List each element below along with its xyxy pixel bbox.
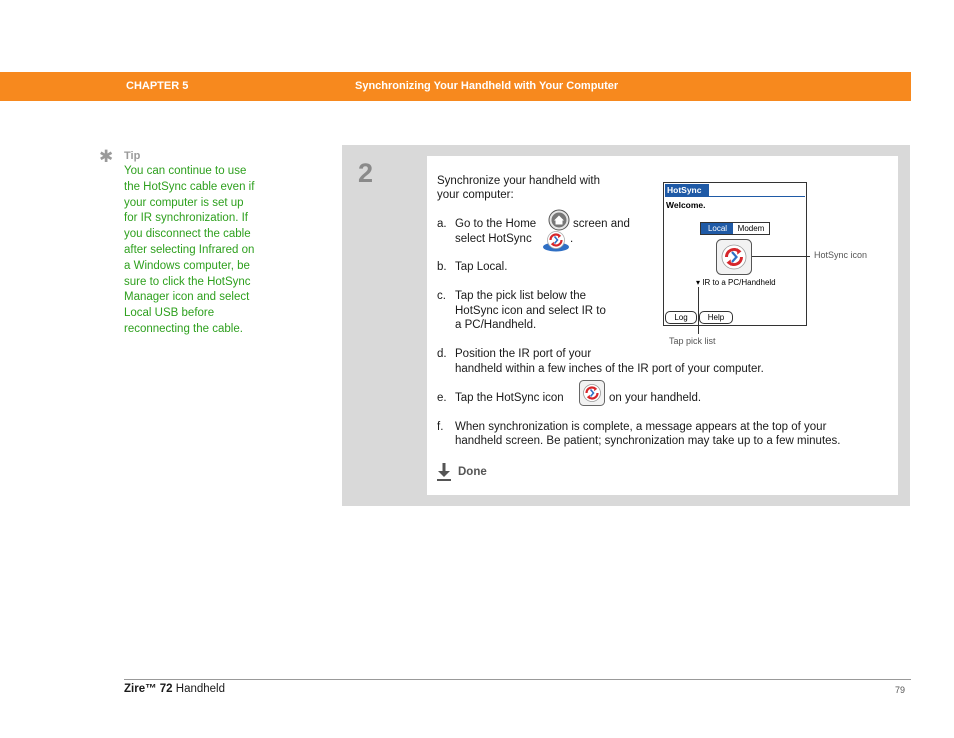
substep-letter: a. bbox=[437, 218, 447, 230]
substep-letter: d. bbox=[437, 348, 447, 360]
tip-label: Tip bbox=[124, 150, 141, 162]
done-arrow-icon bbox=[437, 463, 451, 481]
hotsync-screen-title: HotSync bbox=[665, 184, 709, 196]
step-number: 2 bbox=[358, 158, 374, 188]
substep-letter: b. bbox=[437, 261, 447, 273]
tip-line: you disconnect the cable bbox=[124, 228, 251, 241]
substep-a-text: . bbox=[570, 233, 574, 245]
step-intro-line: your computer: bbox=[437, 189, 514, 201]
substep-b-text: Tap Local. bbox=[455, 261, 508, 273]
substep-a-text: Go to the Home bbox=[455, 218, 537, 230]
tip-line: You can continue to use bbox=[124, 165, 247, 177]
asterisk-icon: ✱ bbox=[99, 147, 114, 166]
hotsync-icon[interactable] bbox=[716, 239, 752, 275]
chapter-header-bar bbox=[0, 72, 911, 101]
home-icon bbox=[548, 209, 570, 231]
substep-letter: c. bbox=[437, 290, 446, 302]
tip-line: Manager icon and select bbox=[124, 291, 250, 304]
substep-c-text: Tap the pick list below the bbox=[455, 290, 587, 302]
hotsync-icon bbox=[542, 230, 570, 252]
substep-e-text: Tap the HotSync icon bbox=[455, 392, 564, 404]
footer-product bbox=[124, 683, 225, 695]
substep-e-text: on your handheld. bbox=[609, 392, 702, 404]
substep-d-text: Position the IR port of your bbox=[455, 348, 592, 360]
tip-line: your computer is set up bbox=[124, 196, 244, 209]
substep-a-text: screen and bbox=[573, 218, 630, 230]
tip-text bbox=[124, 164, 274, 338]
page-number: 79 bbox=[895, 685, 906, 695]
modem-tab[interactable]: Modem bbox=[733, 222, 770, 235]
substep-letter: f. bbox=[437, 421, 444, 433]
connection-picklist[interactable] bbox=[696, 278, 776, 287]
picklist-value: IR to a PC/Handheld bbox=[702, 278, 776, 287]
substep-f-text: handheld screen. Be patient; synchronization may take up to a few minutes. bbox=[455, 435, 841, 447]
log-button[interactable]: Log bbox=[665, 311, 697, 324]
welcome-text: Welcome. bbox=[666, 200, 706, 210]
substep-f-text: When synchronization is complete, a message appears at the top of your bbox=[455, 421, 827, 433]
substep-letter: e. bbox=[437, 392, 447, 404]
tip-line: sure to click the HotSync bbox=[124, 275, 251, 288]
chapter-title: Synchronizing Your Handheld with Your Computer bbox=[355, 80, 619, 92]
substep-c-text: HotSync icon and select IR to bbox=[455, 305, 606, 317]
help-button[interactable]: Help bbox=[699, 311, 733, 324]
picklist-arrow-icon: ▾ bbox=[696, 278, 703, 287]
title-underline bbox=[665, 196, 805, 197]
tip-line: after selecting Infrared on bbox=[124, 243, 255, 256]
hotsync-icon-leader-line bbox=[752, 256, 810, 257]
tip-line: Local USB before bbox=[124, 307, 215, 320]
done-label: Done bbox=[458, 466, 487, 478]
hotsync-icon bbox=[579, 380, 605, 406]
tip-line: for IR synchronization. If bbox=[124, 212, 248, 225]
tip-line: the HotSync cable even if bbox=[124, 180, 255, 193]
pick-list-callout: Tap pick list bbox=[669, 336, 716, 346]
footer-product-name: Zire™ 72 bbox=[124, 683, 173, 695]
chapter-label: CHAPTER 5 bbox=[126, 80, 189, 92]
local-tab[interactable]: Local bbox=[700, 222, 735, 235]
pick-list-leader-line bbox=[698, 287, 699, 334]
substep-a-text: select HotSync bbox=[455, 233, 532, 245]
footer-rule bbox=[124, 679, 911, 680]
substep-c-text: a PC/Handheld. bbox=[455, 319, 537, 331]
hotsync-screen bbox=[663, 182, 807, 326]
footer-product-suffix: Handheld bbox=[172, 683, 226, 695]
tip-line: a Windows computer, be bbox=[124, 259, 250, 272]
substep-d-text: handheld within a few inches of the IR port of your computer. bbox=[455, 363, 764, 375]
hotsync-icon-callout: HotSync icon bbox=[814, 250, 868, 260]
step-intro-line: Synchronize your handheld with bbox=[437, 175, 601, 187]
tip-line: reconnecting the cable. bbox=[124, 322, 243, 335]
